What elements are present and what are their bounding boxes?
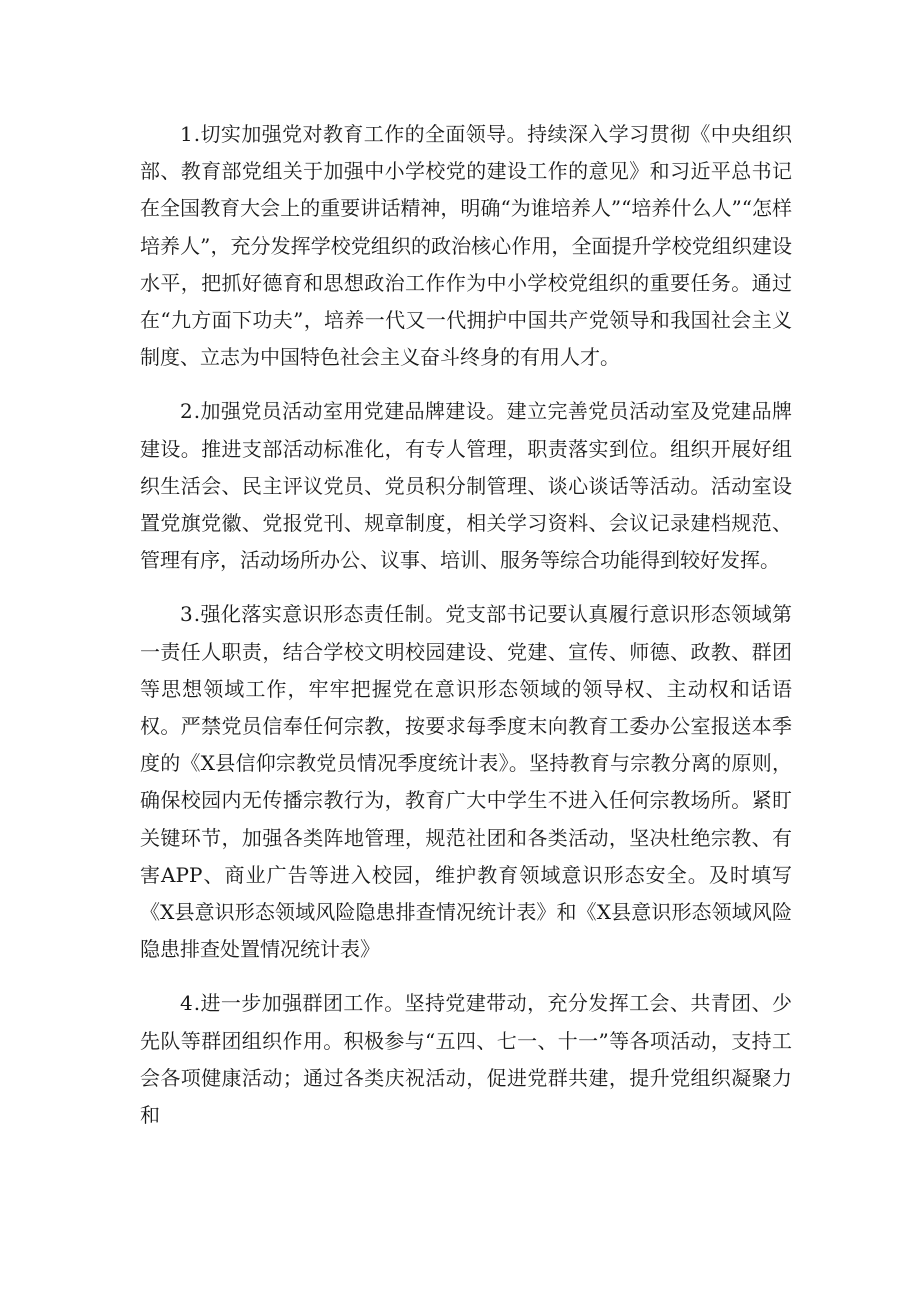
document-body [140,116,792,1151]
paragraph-1-text: .切实加强党对教育工作的全面领导。持续深入学习贯彻《中央组织部、教育部党组关于加强中小学校党的建设工作的意见》和习近平总书记在全国教育大会上的重要讲话精神，明确“为谁培养人”“培养什么人”“怎样培养人”，充分发挥学校党组织的政治核心作用，全面提升学校党组织建设水平，把抓好德育和思想政治工作作为中小学校党组织的重要任务。通过在“九方面下功夫”，培养一代又一代拥护中国共产党领导和我国社会主义制度、立志为中国特色社会主义奋斗终身的有用人才。 [140,122,792,370]
paragraph-4-number: 4 [180,991,194,1016]
paragraph-2-number: 2 [180,399,194,424]
paragraph-3 [140,596,792,968]
paragraph-1 [140,116,792,376]
paragraph-4 [140,985,792,1134]
paragraph-1-number: 1 [180,122,194,146]
paragraph-4-text: .进一步加强群团工作。坚持党建带动，充分发挥工会、共青团、少先队等群团组织作用。积极参与“五四、七一、十一”等各项活动，支持工会各项健康活动；通过各类庆祝活动，促进党群共建，提升党组织凝聚力和 [140,991,792,1128]
paragraph-3-number: 3 [180,602,194,627]
paragraph-2 [140,393,792,579]
paragraph-2-text: .加强党员活动室用党建品牌建设。建立完善党员活动室及党建品牌建设。推进支部活动标准化，有专人管理，职责落实到位。组织开展好组织生活会、民主评议党员、党员积分制管理、谈心谈话等活动。活动室设置党旗党徽、党报党刊、规章制度，相关学习资料、会议记录建档规范、管理有序，活动场所办公、议事、培训、服务等综合功能得到较好发挥。 [140,399,792,573]
paragraph-3-text: .强化落实意识形态责任制。党支部书记要认真履行意识形态领域第一责任人职责，结合学校文明校园建设、党建、宣传、师德、政教、群团等思想领域工作，牢牢把握党在意识形态领域的领导权、主动权和话语权。严禁党员信奉任何宗教，按要求每季度末向教育工委办公室报送本季度的《X县信仰宗教党员情况季度统计表》。坚持教育与宗教分离的原则，确保校园内无传播宗教行为，教育广大中学生不进入任何宗教场所。紧盯关键环节，加强各类阵地管理，规范社团和各类活动，坚决杜绝宗教、有害APP、商业广告等进入校园，维护教育领域意识形态安全。及时填写《X县意识形态领域风险隐患排查情况统计表》和《X县意识形态领域风险隐患排查处置情况统计表》 [140,602,792,962]
